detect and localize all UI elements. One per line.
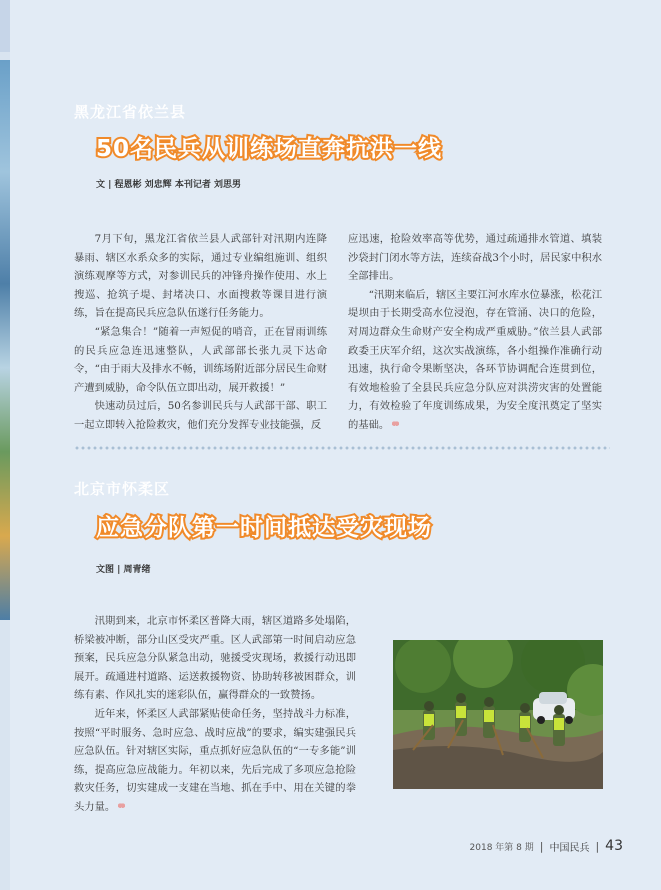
page-footer [470, 838, 623, 854]
dotted-divider [74, 446, 610, 450]
article1-headline: 50名民兵从训练场直奔抗洪一线 [96, 136, 443, 162]
article2-location: 北京市怀柔区 [74, 480, 171, 498]
paragraph-text: “汛期来临后，辖区主要江河水库水位暴涨，松花江堤坝由于长期受高水位浸泡，存在管涌、决口的危险，对周边群众生命财产安全构成严重威胁。”依兰县人武部政委王庆军介绍，这次实战演练，各小组操作准确行动迅速，执行命令果断坚决，各环节协调配合连贯到位，有效地检验了全县民兵应急分队应对洪涝灾害的处置能力，有效检验了年度训练成果，为安全度汛奠定了坚实的基础。 [348, 288, 602, 431]
paragraph [348, 286, 602, 435]
rescue-photo [393, 640, 603, 789]
paragraph: 汛期到来，北京市怀柔区普降大雨，辖区道路多处塌陷，桥梁被冲断，部分山区受灾严重。区人武部第一时间启动应急预案，民兵应急分队紧急出动，驰援受灾现场，救援行动迅即展开。疏通进村道路、运送救援物资、协助转移被困群众，训练有素、作风扎实的迷彩队伍，赢得群众的一致赞扬。 [74, 615, 356, 702]
paragraph: “紧急集合！”随着一声短促的哨音，正在冒雨训练的民兵应急连迅速整队，人武部部长张九灵下达命令，“由于雨大及排水不畅，训练场附近部分居民生命财产遭到威胁，命令队伍立即出动，展开救援！” [74, 325, 327, 394]
article2-headline: 应急分队第一时间抵达受灾现场 [96, 515, 432, 541]
footer-separator: | [539, 839, 544, 853]
article2-column [74, 612, 356, 817]
magazine-name: 中国民兵 [549, 842, 590, 854]
paragraph: 快速动员过后，50名参训民兵与人武部干部、职工一起立即转入抢险救灾，他们充分发挥专业技能强，反 [74, 400, 327, 431]
article1-column-2 [348, 230, 602, 435]
end-mark-icon [117, 802, 126, 811]
page-number: 43 [605, 838, 623, 854]
paragraph: 7月下旬，黑龙江省依兰县人武部针对汛期内连降暴雨、辖区水系众多的实际，通过专业编组施训、组织演练观摩等方式，对参训民兵的冲锋舟操作使用、水上搜巡、抢筑子堤、封堵决口、水面搜救等课目进行演练，旨在提高民兵应急队伍遂行任务能力。 [74, 233, 327, 320]
issue-label: 2018 年第 8 期 [469, 842, 534, 853]
adjacent-page-edge [0, 60, 10, 620]
footer-separator: | [595, 839, 600, 853]
article1-byline: 文 | 程恩彬 刘忠辉 本刊记者 刘思男 [96, 180, 241, 190]
article2-byline: 文图 | 周青绪 [96, 565, 151, 575]
article1-location: 黑龙江省依兰县 [74, 103, 187, 121]
article1-column-1 [74, 230, 327, 435]
paragraph: 应迅速，抢险效率高等优势，通过疏通排水管道、填装沙袋封门闭水等方法，连续奋战3个小时，居民家中积水全部排出。 [348, 233, 602, 283]
adjacent-page-edge-bottom [0, 620, 10, 890]
paragraph [74, 705, 356, 817]
rescue-photo-illustration [393, 640, 603, 789]
paragraph-text: 近年来，怀柔区人武部紧贴使命任务，坚持战斗力标准，按照“平时服务、急时应急、战时应战”的要求，编实建强民兵应急队伍。针对辖区实际，重点抓好应急队伍的“一专多能”训练，提高应急应战能力。年初以来，先后完成了多项应急抢险救灾任务，切实建成一支建在当地、抓在手中、用在关键的拳头力量。 [74, 707, 356, 813]
end-mark-icon [391, 420, 400, 429]
